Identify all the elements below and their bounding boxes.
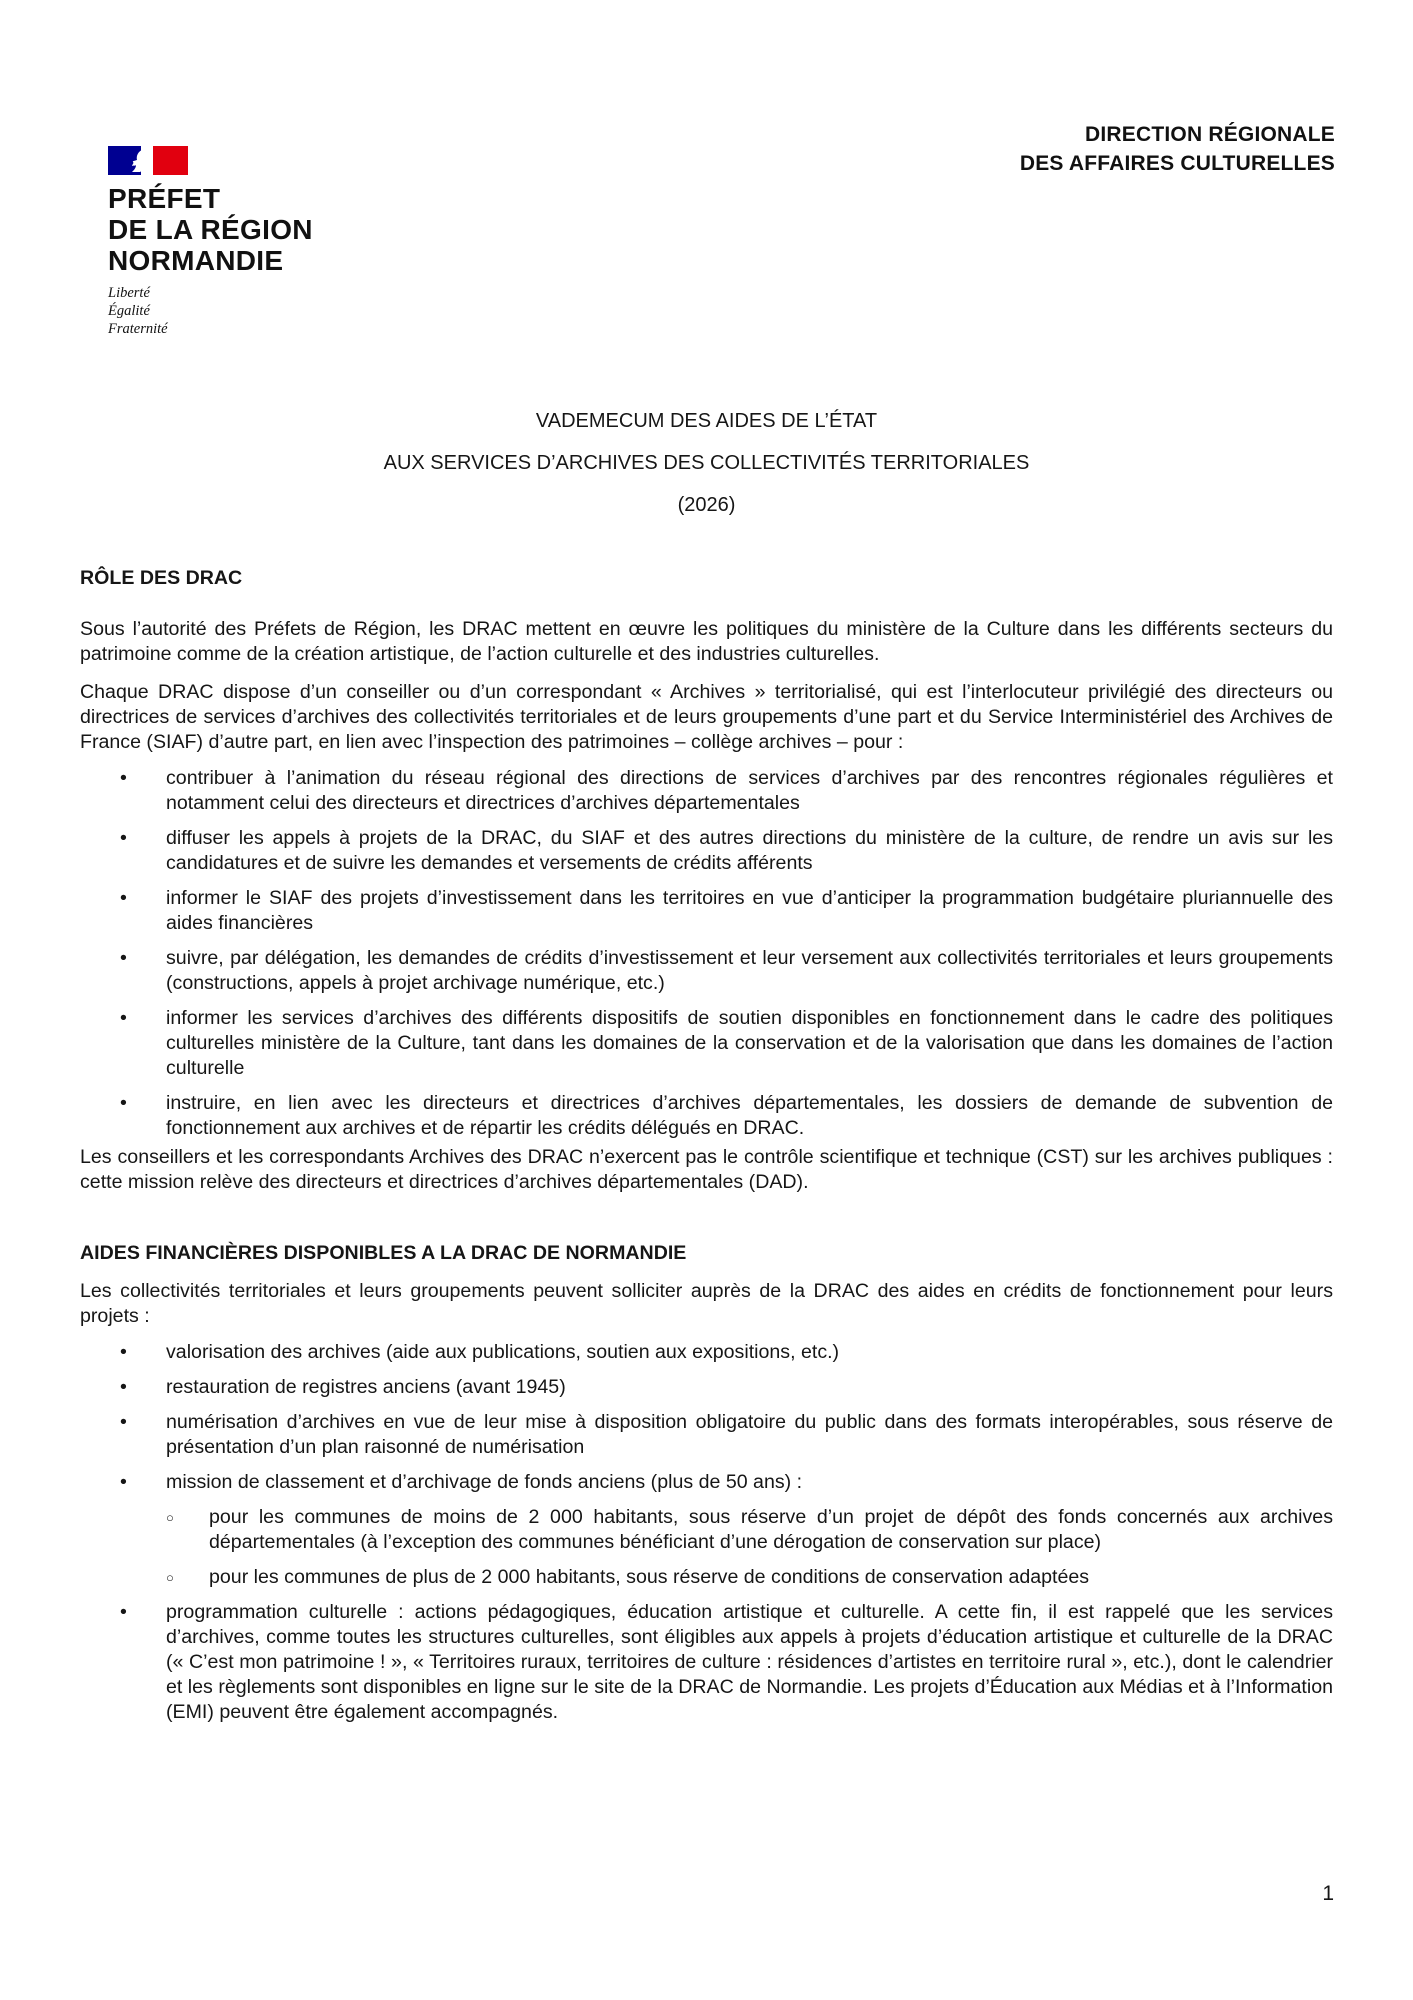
aides-bullet-list <box>80 1340 1333 1725</box>
paragraph: Sous l’autorité des Préfets de Région, les DRAC mettent en œuvre les politiques du ministère de la Culture dans les différents secteurs du patrimoine comme de la création artistique, de l’action culturelle et des industries culturelles. <box>80 618 1333 665</box>
bullet-icon: • <box>120 767 127 789</box>
list-item: • valorisation des archives (aide aux publications, soutien aux expositions, etc.) <box>120 1341 840 1363</box>
bullet-icon: • <box>120 1092 127 1114</box>
list-item: • diffuser les appels à projets de la DRAC, du SIAF et des autres directions du ministère de la culture, de rendre un avis sur les candidatures et de suivre les demandes et versements de crédits afférents <box>120 827 1333 874</box>
role-bullet-list <box>80 766 1333 1141</box>
paragraph: Les conseillers et les correspondants Archives des DRAC n’exercent pas le contrôle scientifique et technique (CST) sur les archives publiques : cette mission relève des directeurs et directrices d’archives départementales (DAD). <box>80 1146 1333 1193</box>
bullet-icon: • <box>120 1471 127 1493</box>
list-item: • instruire, en lien avec les directeurs et directrices d’archives départementales, les dossiers de demande de subvention de fonctionnement aux archives et de répartir les crédits délégués en DRAC. <box>120 1092 1333 1139</box>
document-title: VADEMECUM DES AIDES DE L’ÉTAT AUX SERVICES D’ARCHIVES DES COLLECTIVITÉS TERRITORIALES (2026) <box>383 410 1030 516</box>
republic-motto: Liberté Égalité Fraternité <box>108 285 168 337</box>
list-item: • restauration de registres anciens (avant 1945) <box>120 1376 566 1398</box>
sub-list-item: ○ pour les communes de moins de 2 000 habitants, sous réserve d’un projet de dépôt des fonds concernés aux archives départementales (à l’exception des communes bénéficiant d’une dérogation de conservation sur place) <box>166 1506 1333 1553</box>
marianne-profile-icon <box>130 148 156 174</box>
list-item: • programmation culturelle : actions pédagogiques, éducation artistique et culturelle. A cette fin, il est rappelé que les services d’archives, comme toutes les structures culturelles, sont éligibles aux appels à projets d’éducation artistique et culturelle de la DRAC (« C’est mon patrimoine ! », « Territoires ruraux, territoires de culture : résidences d’artistes en territoire rural », etc.), dont le calendrier et les règlements sont disponibles en ligne sur le site de la DRAC de Normandie. Les projets d’Éducation aux Médias et à l’Information (EMI) peuvent être également accompagnés. <box>120 1601 1333 1723</box>
bullet-icon: • <box>120 1601 127 1623</box>
bullet-icon: • <box>120 827 127 849</box>
bullet-icon: • <box>120 887 127 909</box>
bullet-icon: • <box>120 947 127 969</box>
section-heading-aides: AIDES FINANCIÈRES DISPONIBLES A LA DRAC DE NORMANDIE <box>80 1242 687 1264</box>
list-item: • informer les services d’archives des différents dispositifs de soutien disponibles en fonctionnement dans le cadre des politiques culturelles ministère de la Culture, tant dans les domaines de la conservation et de la valorisation que dans les domaines de l’action culturelle <box>120 1007 1333 1079</box>
direction-header: DIRECTION RÉGIONALE DES AFFAIRES CULTURELLES <box>1019 123 1335 175</box>
bullet-icon: • <box>120 1341 127 1363</box>
circle-bullet-icon: ○ <box>166 1570 174 1585</box>
circle-bullet-icon: ○ <box>166 1510 174 1525</box>
list-item: • contribuer à l’animation du réseau régional des directions de services d’archives par des rencontres régionales régulières et notamment celui des directeurs et directrices d’archives départementales <box>120 767 1333 814</box>
prefet-title: PRÉFET DE LA RÉGION NORMANDIE <box>108 183 313 276</box>
bullet-icon: • <box>120 1007 127 1029</box>
page-number: 1 <box>1322 1882 1334 1905</box>
list-item: • informer le SIAF des projets d’investissement dans les territoires en vue d’anticiper la programmation budgétaire pluriannuelle des aides financières <box>120 887 1333 934</box>
list-item: • mission de classement et d’archivage de fonds anciens (plus de 50 ans) : <box>120 1471 803 1493</box>
document-body <box>80 566 1333 1725</box>
marianne-flag-icon <box>108 146 188 175</box>
bullet-icon: • <box>120 1376 127 1398</box>
bullet-icon: • <box>120 1411 127 1433</box>
list-item: • numérisation d’archives en vue de leur mise à disposition obligatoire du public dans des formats interopérables, sous réserve de présentation d’un plan raisonné de numérisation <box>120 1411 1333 1458</box>
paragraph: Chaque DRAC dispose d’un conseiller ou d’un correspondant « Archives » territorialisé, qui est l’interlocuteur privilégié des directeurs ou directrices de services d’archives des collectivités territoriales et de leurs groupements d’une part et du Service Interministériel des Archives de France (SIAF) d’autre part, en lien avec l’inspection des patrimoines – collège archives – pour : <box>80 681 1333 753</box>
section-heading-role: RÔLE DES DRAC <box>80 567 243 589</box>
paragraph: Les collectivités territoriales et leurs groupements peuvent solliciter auprès de la DRAC des aides en crédits de fonctionnement pour leurs projets : <box>80 1280 1333 1327</box>
list-item: • suivre, par délégation, les demandes de crédits d’investissement et leur versement aux collectivités territoriales et leurs groupements (constructions, appels à projet archivage numérique, etc.) <box>120 947 1333 994</box>
prefet-logo <box>108 146 313 338</box>
sub-list-item: ○ pour les communes de plus de 2 000 habitants, sous réserve de conditions de conservation adaptées <box>166 1566 1090 1588</box>
